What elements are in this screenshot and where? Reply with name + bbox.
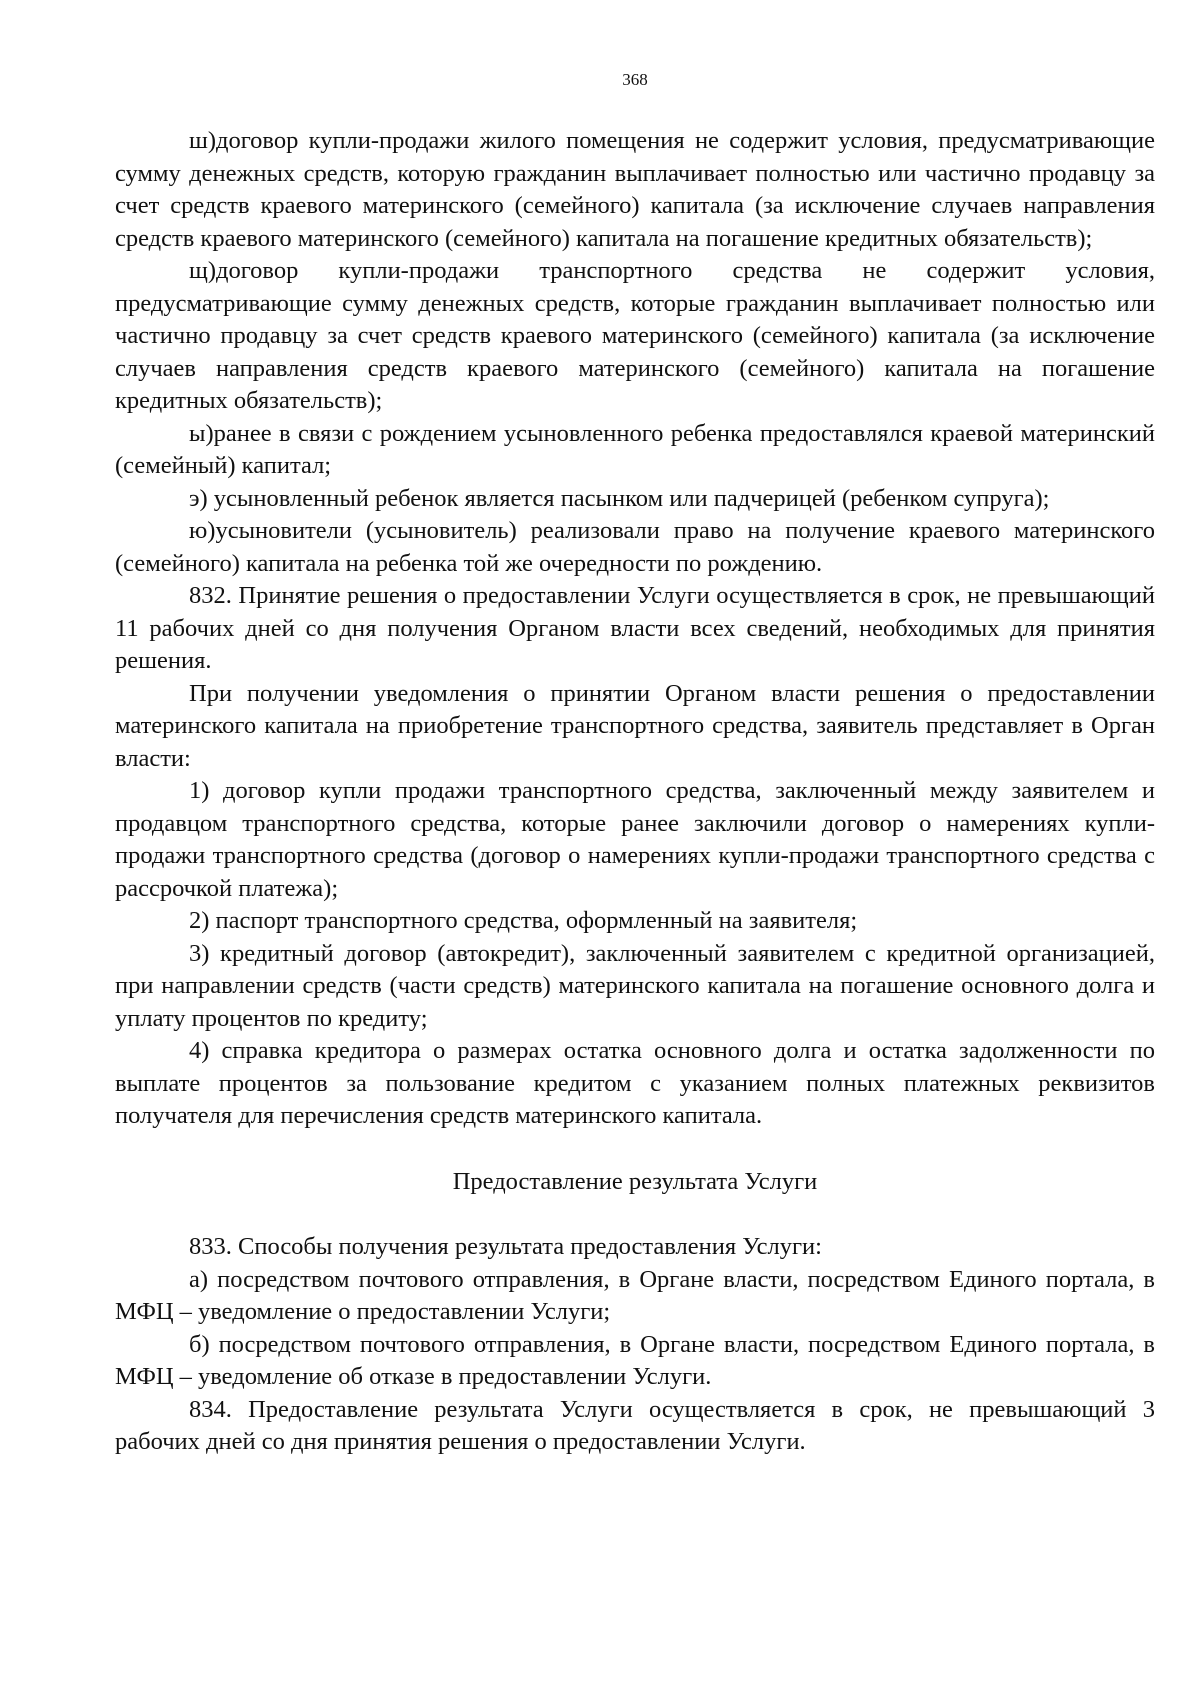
paragraph-833: 833. Способы получения результата предоставления Услуги:	[189, 1233, 822, 1260]
paragraph-834: 834. Предоставление результата Услуги осуществляется в срок, не превышающий 3 рабочих дней со дня принятия решения о предоставлении Услуги.	[115, 1395, 1155, 1455]
list-item-3: 3) кредитный договор (автокредит), заключенный заявителем с кредитной организацией, при направлении средств (части средств) материнского капитала на погашение основного долга и уплату процентов по кредиту;	[115, 939, 1155, 1032]
page-number: 368	[622, 70, 648, 89]
paragraph-832: 832. Принятие решения о предоставлении Услуги осуществляется в срок, не превышающий 11 рабочих дней со дня получения Органом власти всех сведений, необходимых для принятия решения.	[115, 582, 1155, 674]
paragraph-item-shch: щ)договор купли-продажи транспортного средства не содержит условия, предусматривающие сумму денежных средств, которые гражданин выплачивает полностью или частично продавцу за счет средств краевого материнского (семейного) капитала (за исключение случаев направления средств краевого материнского (семейного) капитала на погашение кредитных обязательств);	[115, 257, 1155, 414]
paragraph-item-sh: ш)договор купли-продажи жилого помещения не содержит условия, предусматривающие сумму денежных средств, которую гражданин выплачивает полностью или частично продавцу за счет средств краевого материнского (семейного) капитала (за исключение случаев направления средств краевого материнского (семейного) капитала на погашение кредитных обязательств);	[115, 127, 1155, 252]
paragraph-item-a: а) посредством почтового отправления, в Органе власти, посредством Единого портала, в МФЦ – уведомление о предоставлении Услуги;	[115, 1265, 1155, 1325]
paragraph-item-yu: ю)усыновители (усыновитель) реализовали право на получение краевого материнского (семейного) капитала на ребенка той же очередности по рождению.	[115, 517, 1155, 577]
paragraph-item-y: ы)ранее в связи с рождением усыновленного ребенка предоставлялся краевой материнский (семейный) капитал;	[115, 419, 1155, 479]
list-item-2: 2) паспорт транспортного средства, оформленный на заявителя;	[189, 907, 858, 934]
paragraph-item-e: э) усыновленный ребенок является пасынком или падчерицей (ребенком супруга);	[189, 484, 1050, 512]
list-item-1: 1) договор купли продажи транспортного средства, заключенный между заявителем и продавцом транспортного средства, которые ранее заключили договор о намерениях купли-продажи транспортного средства (договор о намерениях купли-продажи транспортного средства с рассрочкой платежа);	[115, 777, 1155, 902]
document-body	[115, 125, 1155, 1459]
list-item-4: 4) справка кредитора о размерах остатка основного долга и остатка задолженности по выплате процентов за пользование кредитом с указанием полных платежных реквизитов получателя для перечисления средств материнского капитала.	[115, 1037, 1155, 1129]
section-heading: Предоставление результата Услуги	[452, 1167, 818, 1195]
paragraph-item-b: б) посредством почтового отправления, в Органе власти, посредством Единого портала, в МФЦ – уведомление об отказе в предоставлении Услуги.	[115, 1330, 1155, 1390]
paragraph-notification-intro: При получении уведомления о принятии Органом власти решения о предоставлении материнского капитала на приобретение транспортного средства, заявитель представляет в Орган власти:	[115, 679, 1155, 772]
